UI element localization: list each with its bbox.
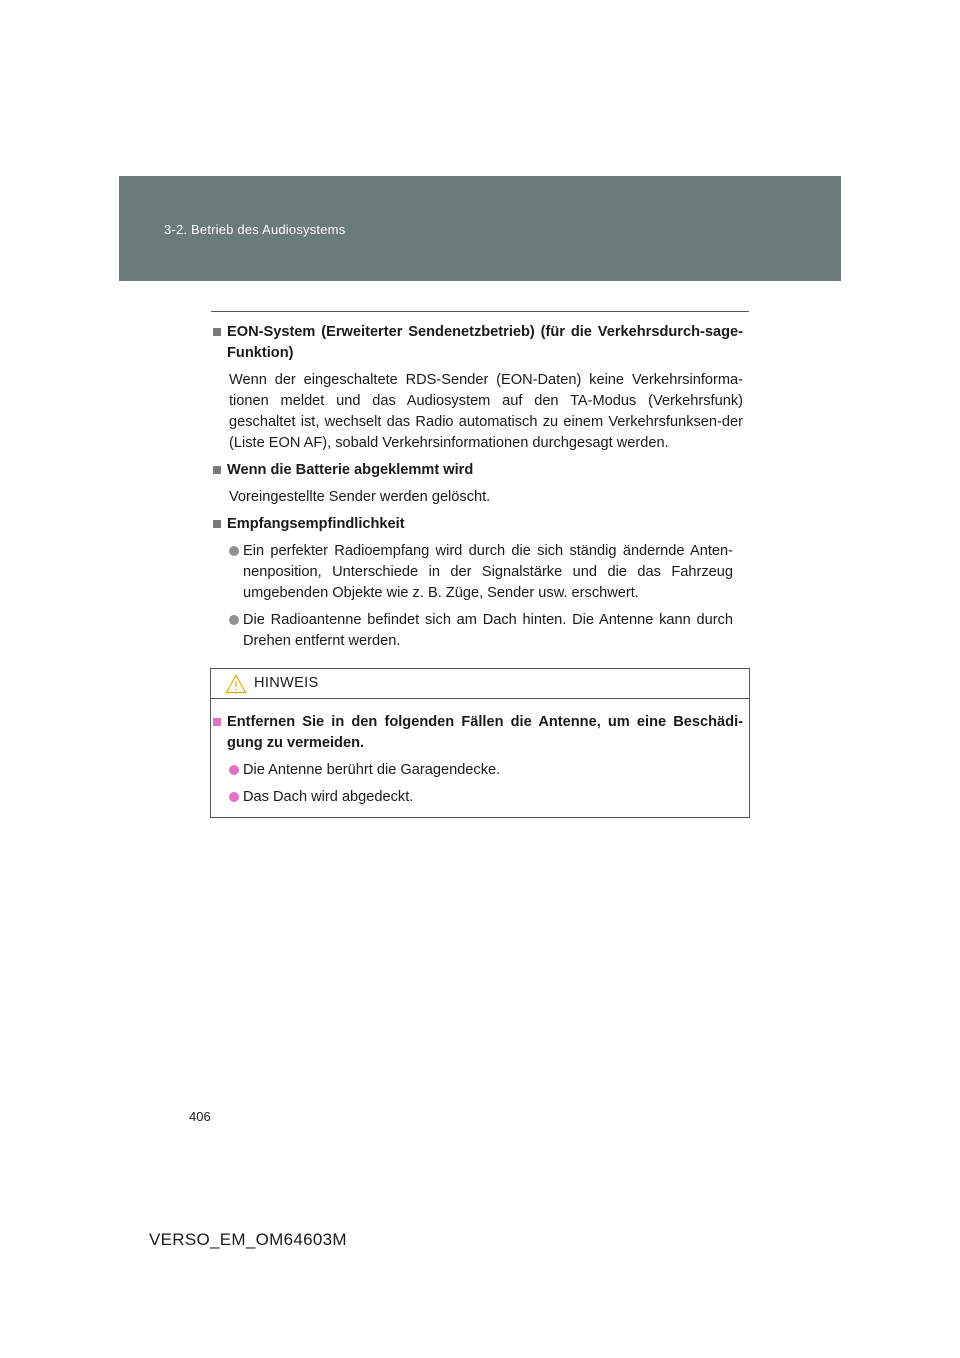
notice-header: [211, 669, 749, 699]
list-item-text: Die Radioantenne befindet sich am Dach hinten. Die Antenne kann durch Drehen entfernt werden.: [243, 612, 733, 649]
chapter-title: 3-2. Betrieb des Audiosystems: [164, 222, 346, 237]
square-bullet-icon: [213, 718, 221, 726]
list-item: [229, 787, 743, 808]
top-divider: [211, 311, 749, 312]
square-bullet-icon: [213, 328, 221, 336]
round-bullet-icon: [229, 546, 239, 556]
list-item: [229, 760, 743, 781]
chapter-header-band: [119, 176, 841, 281]
notice-body: [211, 699, 749, 808]
section-heading-text: Empfangsempfindlichkeit: [227, 516, 405, 532]
notice-box: [210, 668, 750, 818]
section-heading-text: Wenn die Batterie abgeklemmt wird: [227, 462, 474, 478]
notice-heading-text: Entfernen Sie in den folgenden Fällen die Antenne, um eine Beschädi-gung zu vermeiden.: [227, 714, 743, 751]
round-bullet-icon: [229, 792, 239, 802]
list-item: [229, 610, 743, 652]
list-item: [229, 541, 743, 604]
notice-heading: [213, 712, 743, 754]
main-content: [213, 322, 743, 658]
section-body: Wenn der eingeschaltete RDS-Sender (EON-Daten) keine Verkehrsinforma-tionen meldet und das Audiosystem auf den TA-Modus (Verkehrsfunk) geschaltet ist, wechselt das Radio automatisch zu einem Verkehrsfunksen-der (Liste EON AF), sobald Verkehrsinformationen durchgesagt werden.: [229, 372, 743, 451]
section-heading: [213, 460, 743, 481]
list-item-text: Die Antenne berührt die Garagendecke.: [243, 762, 501, 778]
page-number: 406: [189, 1109, 211, 1124]
notice-bullet-list: [229, 760, 743, 808]
notice-title: HINWEIS: [254, 675, 319, 691]
list-item-text: Ein perfekter Radioempfang wird durch die sich ständig ändernde Anten-nenposition, Unterschiede in der Signalstärke und die das Fahrzeug umgebenden Objekte wie z. B. Züge, Sender usw. erschwert.: [243, 543, 733, 601]
round-bullet-icon: [229, 765, 239, 775]
section-reception: [213, 514, 743, 652]
section-heading: [213, 514, 743, 535]
square-bullet-icon: [213, 520, 221, 528]
warning-triangle-icon: [225, 674, 247, 694]
round-bullet-icon: [229, 615, 239, 625]
section-eon-system: [213, 322, 743, 454]
square-bullet-icon: [213, 466, 221, 474]
section-battery: [213, 460, 743, 508]
list-item-text: Das Dach wird abgedeckt.: [243, 789, 414, 805]
section-heading-text: EON-System (Erweiterter Sendenetzbetrieb) (für die Verkehrsdurch-sage-Funktion): [227, 324, 743, 361]
section-heading: [213, 322, 743, 364]
section-body: Voreingestellte Sender werden gelöscht.: [229, 489, 491, 505]
document-code: VERSO_EM_OM64603M: [149, 1230, 347, 1249]
bullet-list: [229, 541, 743, 652]
